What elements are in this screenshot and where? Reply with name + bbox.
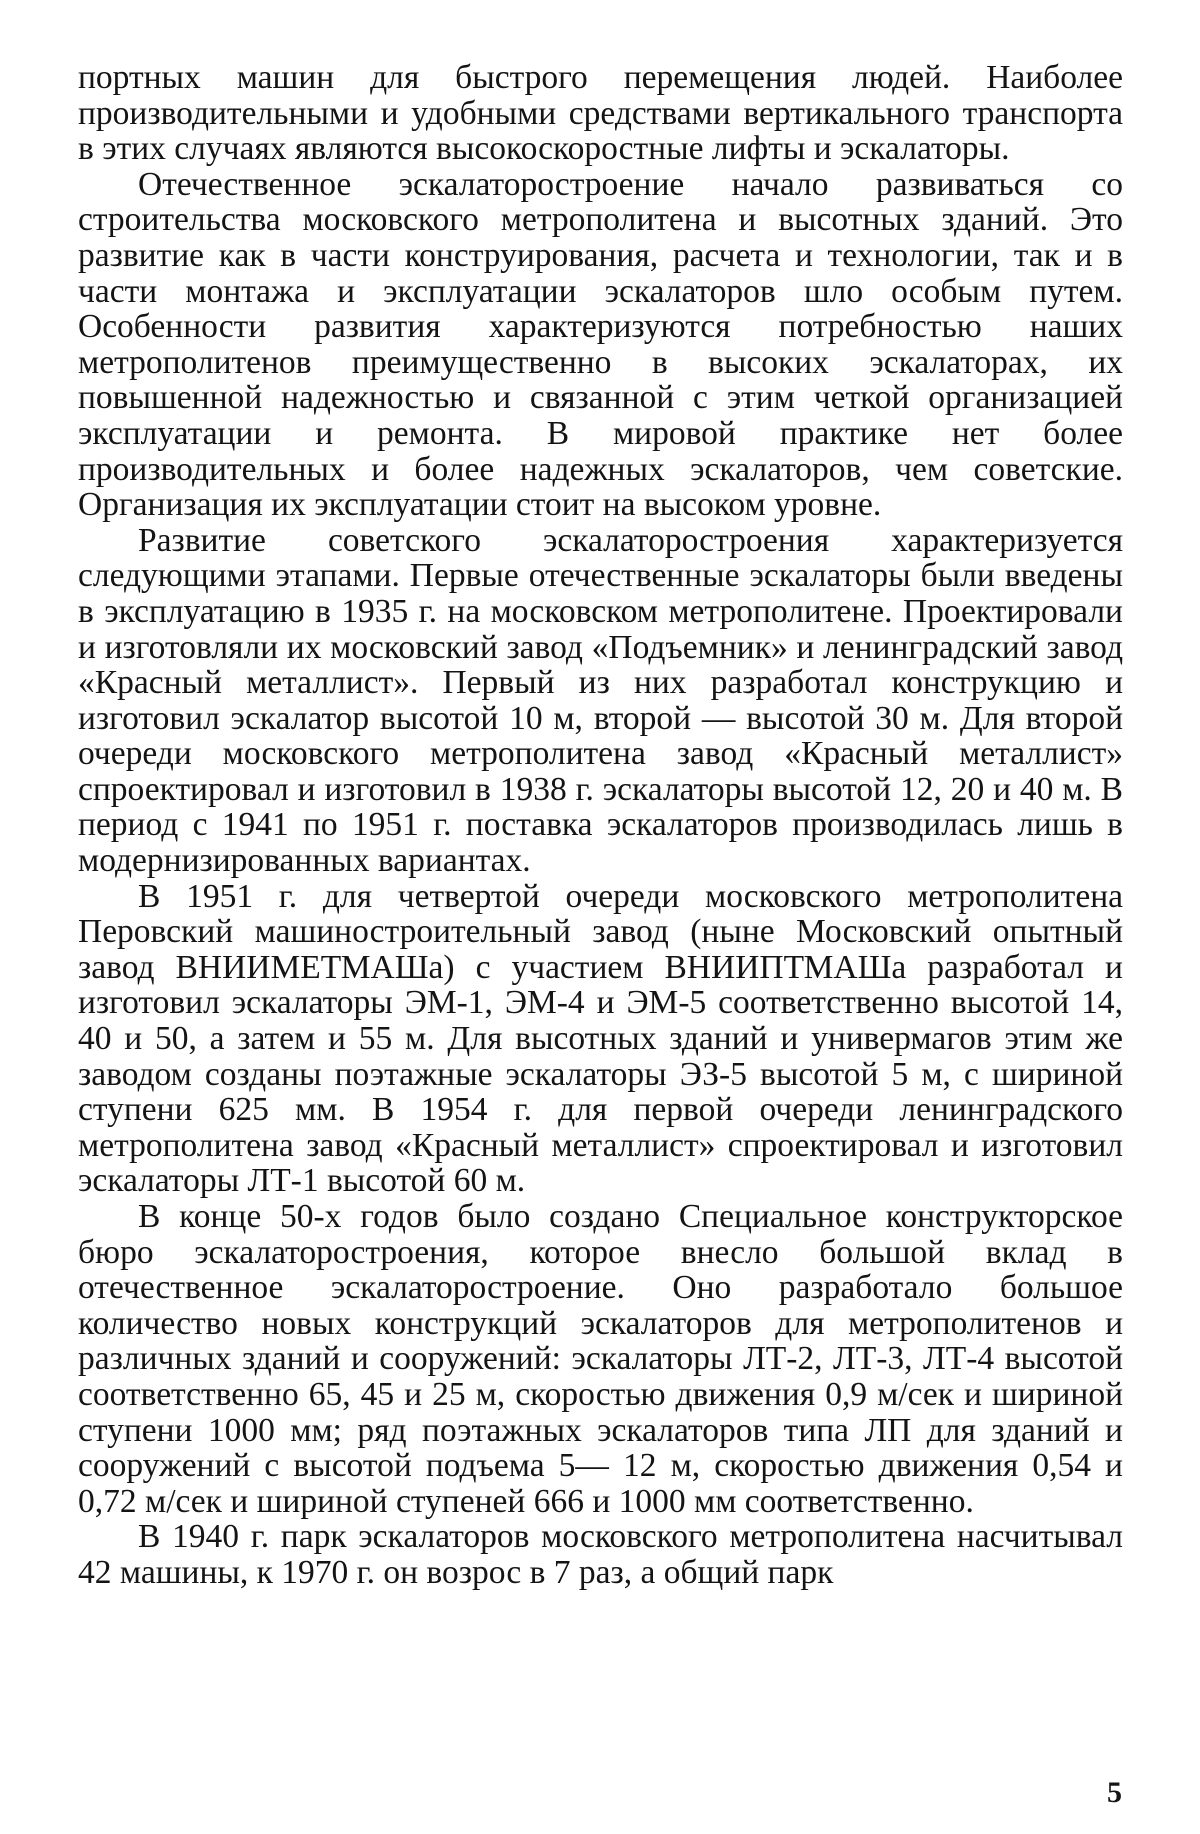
paragraph-3: Развитие советского эскалаторостроения характеризуется следующими этапами. Первые отечественные эскалаторы были введены в эксплуатацию в 1935 г. на московском метрополитене. Проектировали и изготовляли их московский завод «Подъемник» и ленинградский завод «Красный металлист». Первый из них разработал конструкцию и изготовил эскалатор высотой 10 м, второй — высотой 30 м. Для второй очереди московского метрополитена завод «Красный металлист» спроектировал и изготовил в 1938 г. эскалаторы высотой 12, 20 и 40 м. В период с 1941 по 1951 г. поставка эскалаторов производилась лишь в модернизированных вариантах.	[78, 521, 1123, 880]
paragraph-2: Отечественное эскалаторостроение начало развиваться со строительства московского метрополитена и высотных зданий. Это развитие как в части конструирования, расчета и технологии, так и в части монтажа и эксплуатации эскалаторов шло особым путем. Особенности развития характеризуются потребностью наших метрополитенов преимущественно в высоких эскалаторах, их повышенной надежностью и связанной с этим четкой организацией эксплуатации и ремонта. В мировой практике нет более производительных и более надежных эскалаторов, чем советские. Организация их эксплуатации стоит на высоком уровне.	[78, 165, 1123, 524]
paragraph-5: В конце 50-х годов было создано Специальное конструкторское бюро эскалаторостроения, которое внесло большой вклад в отечественное эскалаторостроение. Оно разработало большое количество новых конструкций эскалаторов для метрополитенов и различных зданий и сооружений: эскалаторы ЛТ-2, ЛТ-3, ЛТ-4 высотой соответственно 65, 45 и 25 м, скоростью движения 0,9 м/сек и шириной ступени 1000 мм; ряд поэтажных эскалаторов типа ЛП для зданий и сооружений с высотой подъема 5— 12 м, скоростью движения 0,54 и 0,72 м/сек и шириной ступеней 666 и 1000 мм соответственно.	[78, 1198, 1123, 1520]
paragraph-1: портных машин для быстрого перемещения людей. Наиболее производительными и удобными средствами вертикального транспорта в этих случаях являются высокоскоростные лифты и эскалаторы.	[78, 59, 1123, 168]
paragraph-6: В 1940 г. парк эскалаторов московского метрополитена насчитывал 42 машины, к 1970 г. он возрос в 7 раз, а общий парк	[78, 1518, 1123, 1591]
paragraph-4: В 1951 г. для четвертой очереди московского метрополитена Перовский машиностроительный завод (ныне Московский опытный завод ВНИИМЕТМАШа) с участием ВНИИПТМАШа разработал и изготовил эскалаторы ЭМ-1, ЭМ-4 и ЭМ-5 соответственно высотой 14, 40 и 50, а затем и 55 м. Для высотных зданий и универмагов этим же заводом созданы поэтажные эскалаторы ЭЗ-5 высотой 5 м, с шириной ступени 625 мм. В 1954 г. для первой очереди ленинградского метрополитена завод «Красный металлист» спроектировал и изготовил эскалаторы ЛТ-1 высотой 60 м.	[78, 877, 1123, 1200]
page-number: 5	[1107, 1776, 1122, 1809]
document-body	[78, 60, 1123, 1591]
